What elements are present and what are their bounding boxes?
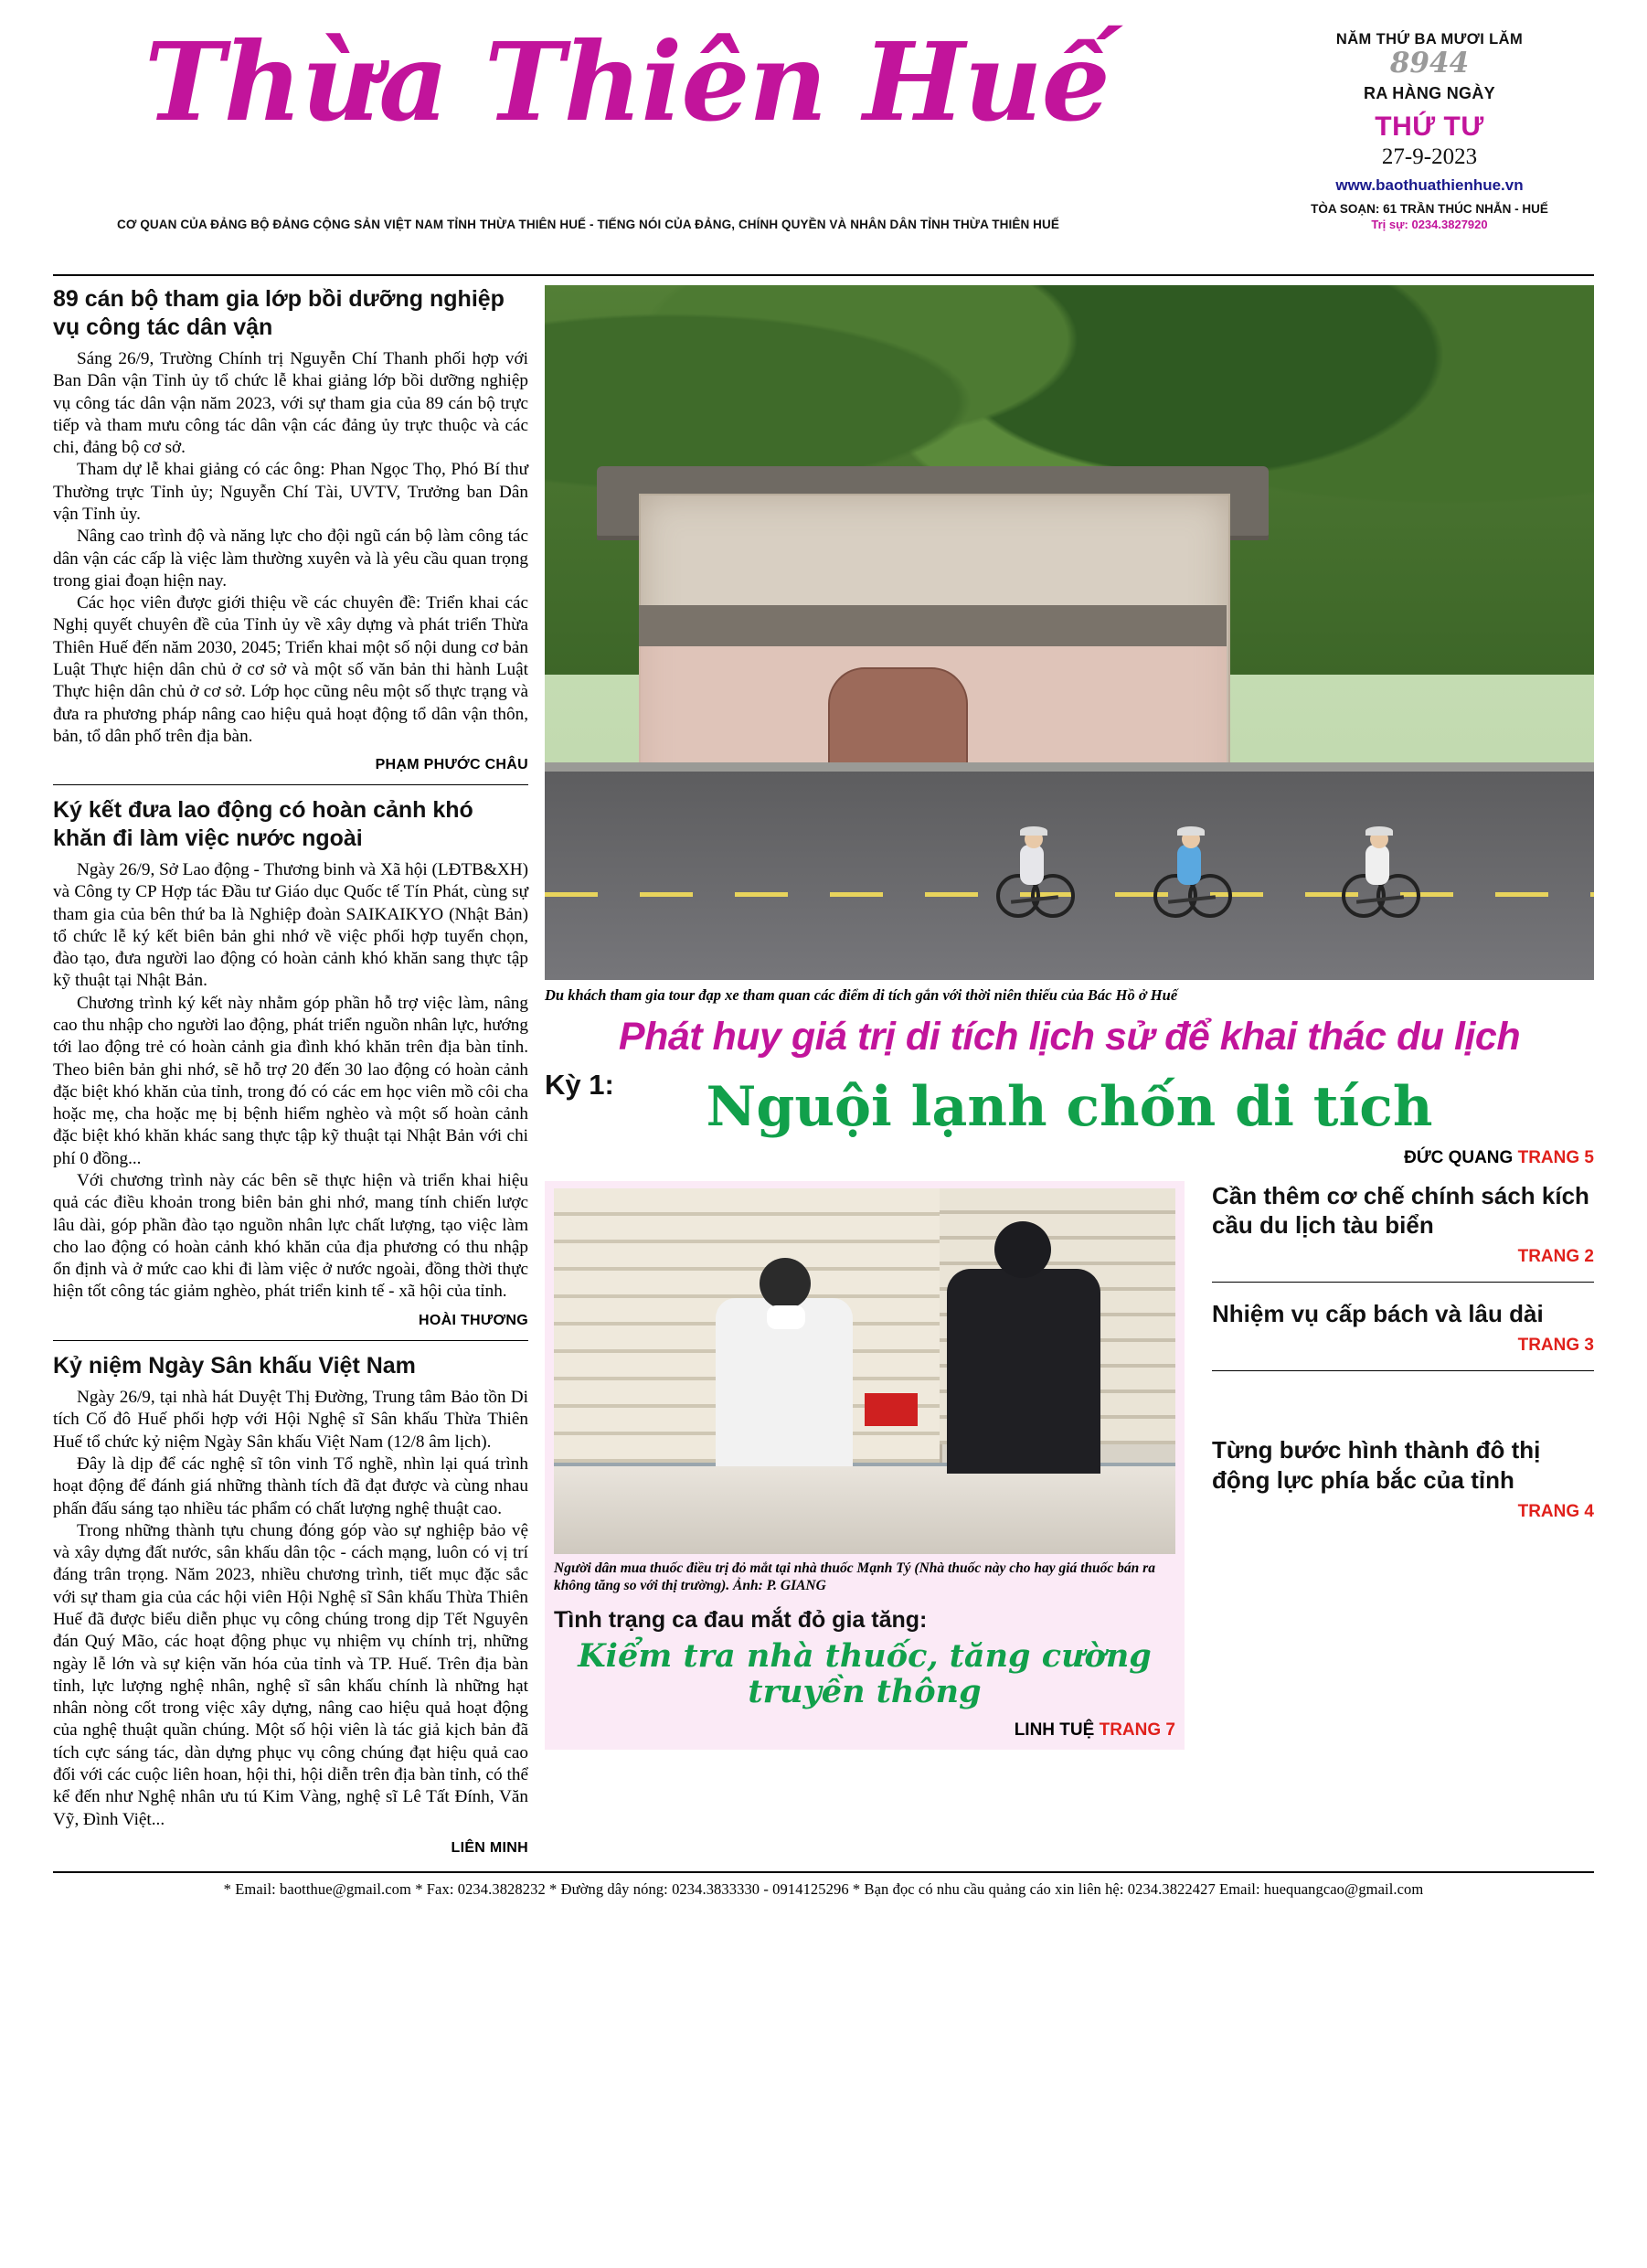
teaser-item[interactable] bbox=[1199, 1181, 1594, 1283]
masthead-info-block bbox=[1265, 31, 1594, 231]
feature-author: ĐỨC QUANG bbox=[1404, 1147, 1514, 1167]
article-2-body bbox=[53, 859, 528, 1304]
feature-banner-headline[interactable]: Phát huy giá trị di tích lịch sử để khai thác du lịch bbox=[618, 1014, 1521, 1059]
pharmacy-photo bbox=[554, 1188, 1175, 1554]
paragraph: Nâng cao trình độ và năng lực cho đội ngũ cán bộ làm công tác dân vận các cấp là việc làm thường xuyên và là yêu cầu quan trọng trong giai đoạn hiện nay. bbox=[53, 527, 528, 591]
paragraph: Chương trình ký kết này nhằm góp phần hỗ trợ việc làm, nâng cao thu nhập cho người lao động, phát triển nguồn nhân lực, hướng tới lao động trẻ có hoàn cảnh gia đình khó khăn trên địa bàn tỉnh. Theo biên bản ghi nhớ, sẽ hỗ trợ 20 đến 30 lao động có hoàn cảnh đặc biệt khó khăn của tỉnh, trong đó có các em học viên mồ côi cha hoặc mẹ, cha hoặc mẹ bị bệnh hiểm nghèo và một số hoàn cảnh đặc biệt khó khăn khác sang thực tập kỹ thuật tại Nhật Bản với chi phí 0 đồng... bbox=[53, 993, 528, 1168]
article-1-byline: PHẠM PHƯỚC CHÂU bbox=[375, 757, 528, 773]
masthead-subtitle: CƠ QUAN CỦA ĐẢNG BỘ ĐẢNG CỘNG SẢN VIỆT NAM TỈNH THỪA THIÊN HUẾ - TIẾNG NÓI CỦA ĐẢNG, CHÍNH QUYỀN VÀ NHÂN DÂN TỈNH THỪA THIÊN HUẾ bbox=[117, 218, 1059, 231]
year-line: NĂM THỨ BA MƯƠI LĂM bbox=[1335, 31, 1524, 48]
pharmacy-credit bbox=[554, 1720, 1175, 1741]
feature-page-ref[interactable]: TRANG 5 bbox=[1517, 1147, 1594, 1167]
article-1-headline[interactable]: 89 cán bộ tham gia lớp bồi dưỡng nghiệp vụ công tác dân vận bbox=[53, 286, 505, 340]
teaser-title[interactable]: Cần thêm cơ chế chính sách kích cầu du lịch tàu biển bbox=[1212, 1181, 1589, 1239]
article-2-byline: HOÀI THƯƠNG bbox=[419, 1312, 528, 1328]
paragraph: Các học viên được giới thiệu về các chuyên đề: Triển khai các Nghị quyết chuyên đề của Tỉnh ủy về xây dựng và phát triển Thừa Thiên Huế đến năm 2030, 2045; Triển khai một số nội dung cơ bản Luật Thực hiện dân chủ ở cơ sở và một số văn bản thi hành Luật Thực hiện dân chủ ở cơ sở. Lớp học cũng nêu một số thực trạng và đưa ra phương pháp nâng cao hiệu quả hoạt động tổ dân vận thôn, bản, tổ dân phố trên địa bàn. bbox=[53, 593, 528, 746]
article-3-byline: LIÊN MINH bbox=[451, 1839, 528, 1856]
teaser-divider bbox=[1212, 1370, 1594, 1371]
footer-contact: * Email: baotthue@gmail.com * Fax: 0234.3828232 * Đường dây nóng: 0234.3833330 - 0914125296 * Bạn đọc có nhu cầu quảng cáo xin liên hệ: 0234.3822427 Email: huequangcao@gmail.com bbox=[223, 1879, 1424, 1898]
main-photo bbox=[545, 285, 1594, 980]
main-photo-caption: Du khách tham gia tour đạp xe tham quan các điểm di tích gắn với thời niên thiếu của Bác Hồ ở Huế bbox=[545, 986, 1178, 1004]
article-3 bbox=[53, 1352, 528, 1857]
article-3-headline[interactable]: Kỷ niệm Ngày Sân khấu Việt Nam bbox=[53, 1352, 416, 1379]
paragraph: Ngày 26/9, Sở Lao động - Thương binh và Xã hội (LĐTB&XH) và Công ty CP Hợp tác Đầu tư Giáo dục Quốc tế Tín Phát, cùng sự tham gia của bên thứ ba là Nghiệp đoàn SAIKAIKYO (Nhật Bản) tổ chức lễ ký kết biên bản ghi nhớ về việc phối hợp tuyển chọn, đào tạo, đưa người lao động có hoàn cảnh khó khăn sang thực tập kỹ thuật tại Nhật Bản. bbox=[53, 860, 528, 991]
pharmacy-author: LINH TUỆ bbox=[1014, 1720, 1095, 1741]
bottom-section bbox=[545, 1181, 1594, 1751]
pharmacy-photo-caption: Người dân mua thuốc điều trị đỏ mắt tại nhà thuốc Mạnh Tý (Nhà thuốc này cho hay giá thuốc bán ra không tăng so với thị trường). Ảnh: P. GIANG bbox=[554, 1560, 1155, 1593]
feature-part-label: Kỳ 1: bbox=[545, 1068, 614, 1101]
feature-credit bbox=[545, 1148, 1594, 1168]
office-phone: Trị sự: 0234.3827920 bbox=[1371, 218, 1488, 231]
teaser-title[interactable]: Nhiệm vụ cấp bách và lâu dài bbox=[1212, 1300, 1544, 1328]
pharmacy-page-ref[interactable]: TRANG 7 bbox=[1099, 1720, 1175, 1741]
teaser-divider bbox=[1212, 1282, 1594, 1283]
teaser-item[interactable] bbox=[1199, 1435, 1594, 1521]
teaser-page-ref[interactable]: TRANG 4 bbox=[1517, 1501, 1594, 1521]
photo-cyclist bbox=[996, 823, 1075, 918]
page-content bbox=[53, 285, 1594, 1857]
paragraph: Ngày 26/9, tại nhà hát Duyệt Thị Đường, Trung tâm Bảo tồn Di tích Cố đô Huế phối hợp với Hội Nghệ sĩ Sân khấu Thừa Thiên Huế tổ chức kỷ niệm Ngày Sân khấu Việt Nam (12/8 âm lịch). bbox=[53, 1388, 528, 1452]
pharmacy-headline[interactable]: Kiểm tra nhà thuốc, tăng cường truyền thông bbox=[578, 1637, 1152, 1710]
publication-date: 27-9-2023 bbox=[1381, 144, 1478, 169]
masthead bbox=[53, 0, 1594, 274]
masthead-divider bbox=[53, 274, 1594, 276]
photo-cyclist bbox=[1153, 823, 1232, 918]
teaser-list bbox=[1199, 1181, 1594, 1751]
teaser-page-ref[interactable]: TRANG 2 bbox=[1517, 1247, 1594, 1267]
photo-curb bbox=[545, 762, 1594, 772]
photo-gate-eave bbox=[639, 605, 1227, 647]
teaser-item[interactable] bbox=[1199, 1299, 1594, 1371]
photo-customer bbox=[947, 1269, 1100, 1474]
photo-pharmacist bbox=[716, 1298, 853, 1466]
issue-number: 8944 bbox=[1389, 47, 1470, 80]
photo-cyclist bbox=[1342, 823, 1420, 918]
article-1-body bbox=[53, 348, 528, 748]
feature-banner bbox=[545, 1014, 1594, 1168]
paragraph: Tham dự lễ khai giảng có các ông: Phan Ngọc Thọ, Phó Bí thư Thường trực Tỉnh ủy; Nguyễn Chí Tài, UVTV, Trưởng ban Dân vận Tỉnh ủy. bbox=[53, 460, 528, 524]
article-1 bbox=[53, 285, 528, 773]
feature-subheadline[interactable]: Nguội lạnh chốn di tích bbox=[706, 1074, 1433, 1139]
office-address: TÒA SOẠN: 61 TRẦN THÚC NHẪN - HUẾ bbox=[1311, 202, 1548, 216]
article-divider bbox=[53, 784, 528, 785]
left-column bbox=[53, 285, 528, 1857]
teaser-page-ref[interactable]: TRANG 3 bbox=[1517, 1336, 1594, 1356]
pharmacy-story bbox=[545, 1181, 1185, 1751]
photo-counter bbox=[554, 1463, 1175, 1554]
weekday-label: THỨ TƯ bbox=[1375, 112, 1484, 142]
photo-medicine-box bbox=[865, 1393, 918, 1426]
pharmacy-kicker: Tình trạng ca đau mắt đỏ gia tăng: bbox=[554, 1607, 928, 1634]
article-divider bbox=[53, 1340, 528, 1341]
paragraph: Đây là dịp để các nghệ sĩ tôn vinh Tổ nghề, nhìn lại quá trình hoạt động để đánh giá những thành tích đã đạt được và cùng nhau phấn đấu sáng tạo nhiều tác phẩm có chất lượng nghệ thuật cao. bbox=[53, 1454, 528, 1518]
article-2-headline[interactable]: Ký kết đưa lao động có hoàn cảnh khó khăn đi làm việc nước ngoài bbox=[53, 797, 473, 851]
frequency-label: RA HÀNG NGÀY bbox=[1364, 84, 1495, 102]
paragraph: Sáng 26/9, Trường Chính trị Nguyễn Chí Thanh phối hợp với Ban Dân vận Tỉnh ủy tổ chức lễ khai giảng lớp bồi dưỡng nghiệp vụ công tác dân vận năm 2023, với sự tham gia của 89 cán bộ trực tiếp và tham mưu công tác dân vận các đảng ủy trực thuộc và các chi, đảng bộ cơ sở. bbox=[53, 349, 528, 458]
article-3-body bbox=[53, 1387, 528, 1831]
article-2 bbox=[53, 796, 528, 1329]
newspaper-title: Thừa Thiên Huế bbox=[144, 18, 1110, 145]
teaser-title[interactable]: Từng bước hình thành đô thị động lực phía bắc của tỉnh bbox=[1212, 1436, 1541, 1494]
paragraph: Với chương trình này các bên sẽ thực hiện và triển khai hiệu quả các điều khoản trong biên bản ghi nhớ, mang tính chiến lược lâu dài, góp phần đào tạo nguồn nhân lực chất lượng, tạo việc làm cho lao động có hoàn cảnh khó khăn của địa phương có thu nhập ổn định và ở mức cao khi đi làm việc ở nước ngoài, đồng thời thực hiện tốt công tác giảm nghèo, phát triển kinh tế - xã hội của tỉnh. bbox=[53, 1171, 528, 1302]
right-column bbox=[545, 285, 1594, 1857]
paragraph: Trong những thành tựu chung đóng góp vào sự nghiệp bảo vệ và xây dựng đất nước, sân khấu dân tộc - cách mạng, luôn có vị trí đáng trân trọng. Năm 2023, nhiều chương trình, tiết mục đặc sắc với sự tham gia của các hội viên Hội Nghệ sĩ Sân khấu Thừa Thiên Huế đã được biểu diễn phục vụ công chúng trong dịp Tết Nguyên đán Quý Mão, các hoạt động phục vụ nhiệm vụ chính trị, những ngày lễ lớn và sự kiện văn hóa của tỉnh và TP. Huế. Trên địa bàn tỉnh, lực lượng nghệ nhân, nghệ sĩ sân khấu chính là những hạt nhân nòng cốt trong việc xây dựng, nâng cao hiệu quả hoạt động của nghệ thuật quần chúng. Một số hội viên là tác giả kịch bản đã tích cực sáng tác, dàn dựng phục vụ công chúng đạt hiệu quả cao đối với các cuộc liên hoan, hội thi, hội diễn trên địa bàn tỉnh, có thể kể đến như Nghệ nhân ưu tú Kim Vàng, nghệ sĩ Lê Tất Đính, Văn Vỹ, Đình Việt... bbox=[53, 1520, 528, 1829]
website-link[interactable]: www.baothuathienhue.vn bbox=[1335, 176, 1524, 194]
